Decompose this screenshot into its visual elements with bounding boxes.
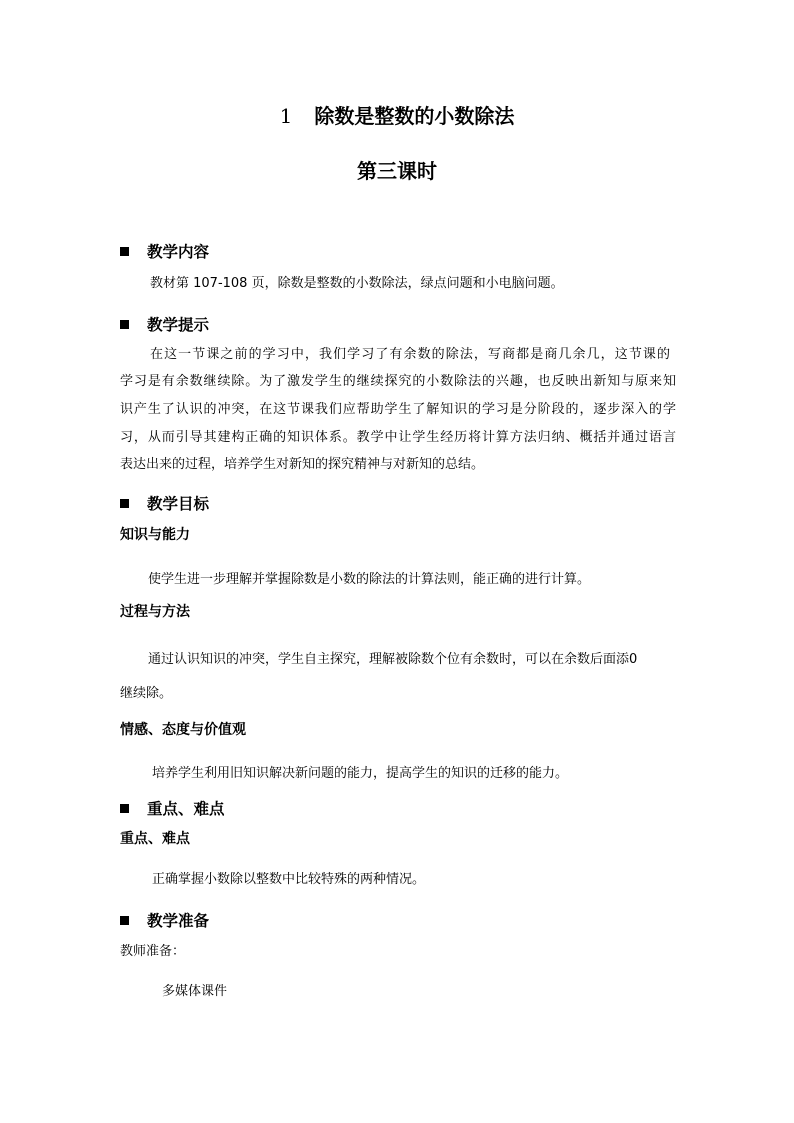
section-heading-content [120,240,209,262]
section-heading-label: 重点、难点 [147,800,225,818]
hints-paragraph-line: 在这一节课之前的学习中，我们学习了有余数的除法，写商都是商几余几，这节课的 [150,347,670,362]
section-heading-keypoints [120,797,225,819]
document-title [0,100,794,129]
prep-teacher-label: 教师准备： [120,944,186,959]
lesson-period-title: 第三课时 [357,159,437,183]
keypoints-label: 重点、难点 [120,831,190,847]
goals-emotion-text: 培养学生利用旧知识解决新问题的能力，提高学生的知识的迁移的能力。 [152,766,569,781]
title-main: 除数是整数的小数除法 [314,104,515,128]
goals-process-label: 过程与方法 [120,604,190,620]
square-bullet-icon [120,499,129,508]
section-heading-prep [120,909,209,931]
section-heading-label: 教学提示 [147,316,210,334]
hints-paragraph-line: 表达出来的过程，培养学生对新知的探究精神与对新知的总结。 [120,457,485,472]
prep-item: 多媒体课件 [162,984,228,999]
section-heading-hints [120,313,209,335]
title-number: 1 [279,104,293,128]
square-bullet-icon [120,916,129,925]
square-bullet-icon [120,247,129,256]
goals-emotion-label: 情感、态度与价值观 [120,722,246,738]
content-text: 教材第 107-108 页，除数是整数的小数除法，绿点问题和小电脑问题。 [150,276,564,291]
goals-process-text-line2: 继续除。 [120,686,173,701]
hints-paragraph-line: 识产生了认识的冲突，在这节课我们应帮助学生了解知识的学习是分阶段的，逐步深入的学 [120,402,676,417]
section-heading-label: 教学准备 [147,912,210,930]
square-bullet-icon [120,804,129,813]
section-heading-goals [120,492,209,514]
goals-knowledge-label: 知识与能力 [120,527,190,543]
goals-process-text-line1: 通过认识知识的冲突，学生自主探究，理解被除数个位有余数时，可以在余数后面添0 [148,652,638,667]
section-heading-label: 教学内容 [147,243,210,261]
square-bullet-icon [120,320,129,329]
goals-knowledge-text: 使学生进一步理解并掌握除数是小数的除法的计算法则，能正确的进行计算。 [148,572,591,587]
keypoints-text: 正确掌握小数除以整数中比较特殊的两种情况。 [152,872,426,887]
section-heading-label: 教学目标 [147,495,210,513]
hints-paragraph-line: 学习是有余数继续除。为了激发学生的继续探究的小数除法的兴趣，也反映出新知与原来知 [120,374,676,389]
hints-paragraph-line: 习，从而引导其建构正确的知识体系。教学中让学生经历将计算方法归纳、概括并通过语言 [120,430,676,445]
